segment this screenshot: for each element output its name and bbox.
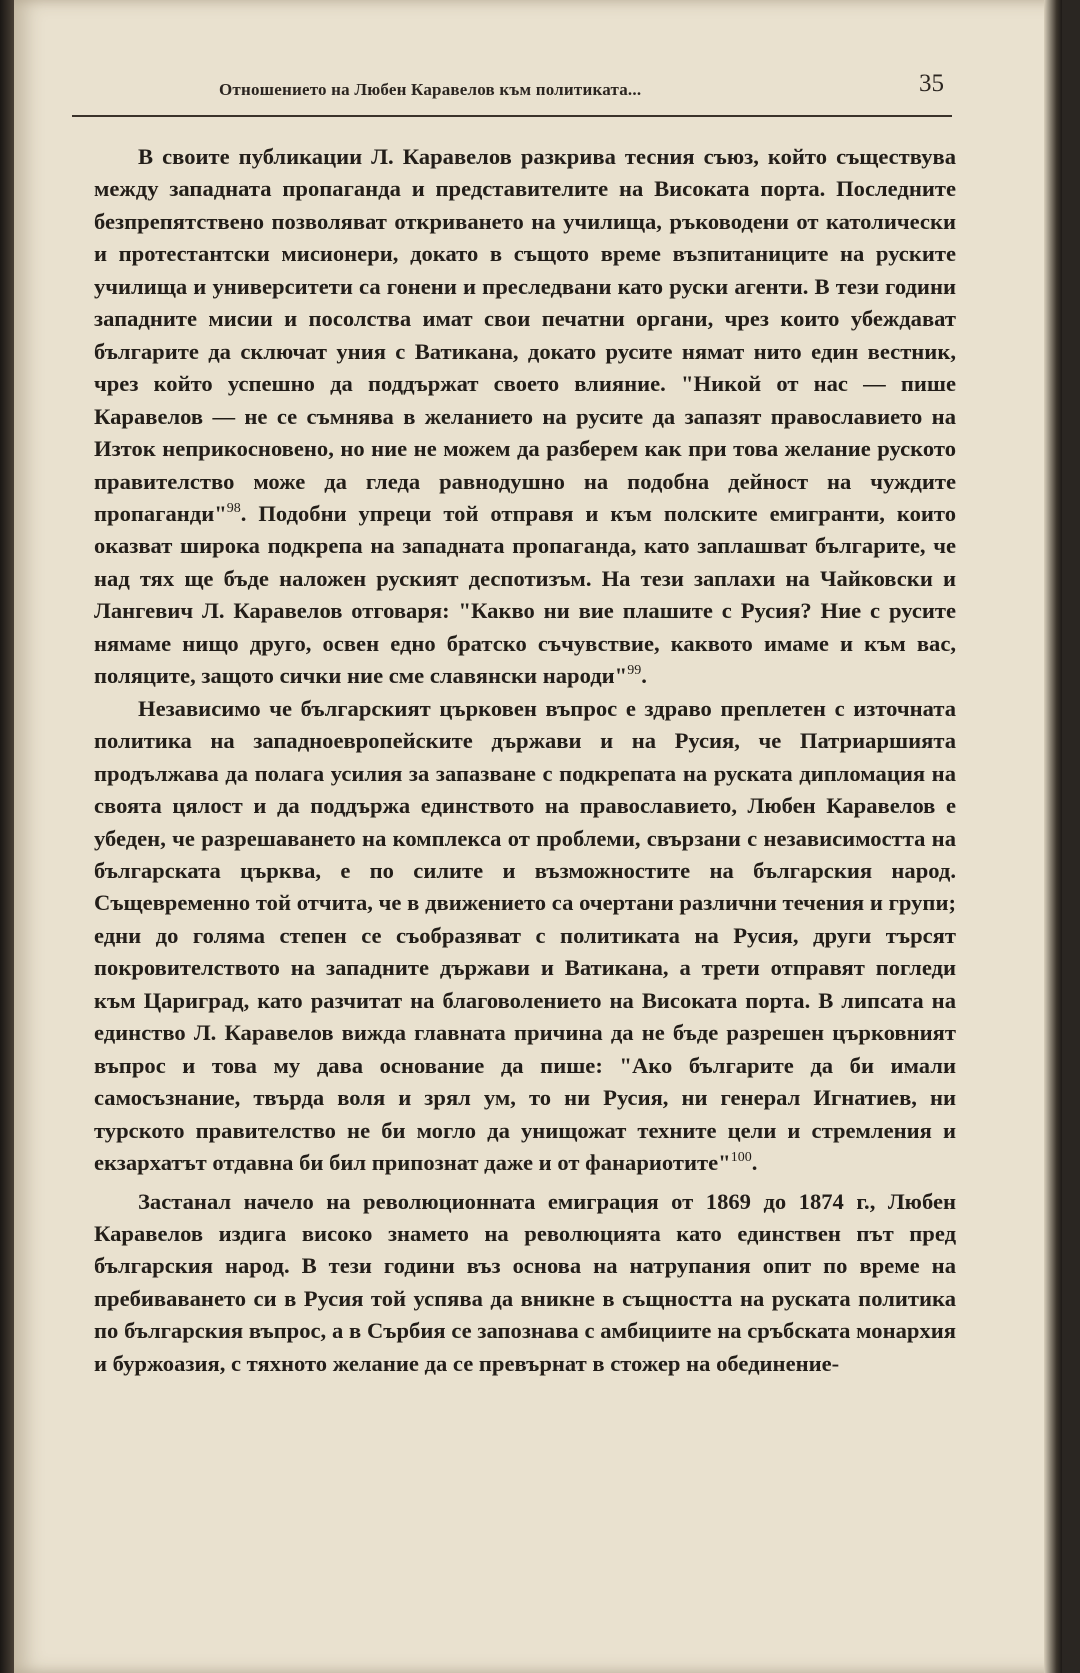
header-rule: [72, 115, 952, 117]
paragraph-2: [94, 693, 956, 1180]
paragraph-3: [94, 1186, 956, 1381]
footnote-ref-98: 98: [226, 500, 241, 516]
book-page: [14, 0, 1062, 1673]
footnote-ref-100: 100: [730, 1150, 752, 1166]
paragraph-3-text: Застанал начело на революционната емиграция от 1869 до 1874 г., Любен Каравелов издига високо знамето на революцията като единствен път пред българския народ. В тези години въз основа на натрупания опит по време на пребиваването си в Русия той успява да вникне в същността на руската политика по българския въпрос, а в Сърбия се запознава с амбициите на сръбската монархия и буржоазия, с тяхното желание да се превърнат в стожер на обединение-: [94, 1188, 956, 1376]
paragraph-1: [94, 141, 956, 693]
footnote-ref-99: 99: [627, 663, 642, 679]
paragraph-1-text-c: .: [641, 663, 647, 689]
running-title: Отношението на Любен Каравелов към политиката...: [219, 80, 642, 99]
body-text: [94, 141, 956, 1380]
paragraph-2-text-b: .: [751, 1150, 758, 1176]
book-spine-shadow: [0, 0, 14, 1673]
page-edge-shadow: [1044, 0, 1062, 1673]
paragraph-1-text-b: . Подобни упреци той отправя и към полските емигранти, които оказват широка подкрепа на западната пропаганда, като заплашват българите, че над тях ще бъде наложен руският деспотизъм. На тези заплахи на Чайковски и Лангевич Л. Каравелов отговаря: "Какво ни вие плашите с Русия? Ние с русите нямаме нищо друго, освен едно братско съчувствие, каквото имаме и към вас, поляците, защото сички ние сме славянски народи": [94, 500, 956, 689]
paragraph-2-text-a: Независимо че българският църковен въпрос е здраво преплетен с източната политика на западноевропейските държави и на Русия, че Патриаршията продължава да полага усилия за запазване с подкрепата на руската дипломация на своята цялост и да поддържа единството на православието, Любен Каравелов е убеден, че разрешаването на комплекса от проблеми, свързани с независимостта на българската църква, е по силите и възможностите на българския народ. Същевременно той отчита, че в движението са очертани различни течения и групи; едни до голяма степен се съобразяват с политиката на Русия, други търсят покровителството на западните държави и Ватикана, а трети отправят погледи към Цариград, като разчитат на благоволението на Високата порта. В липсата на единство Л. Каравелов вижда главната причина да не бъде разрешен църковният въпрос и това му дава основание да пише: "Ако българите да би имали самосъзнание, твърда воля и зрял ум, то ни Русия, ни генерал Игнатиев, ни турското правителство не би могло да унищожат техните цели и стремления и екзархатът отдавна би бил припознат даже и от фанариотите": [94, 695, 956, 1176]
paragraph-1-text-a: В своите публикации Л. Каравелов разкрива тесния съюз, който съществува между западната пропаганда и представителите на Високата порта. Последните безпрепятствено позволяват откриването на училища, ръководени от католически и протестантски мисионери, докато в същото време възпитаниците на руските училища и университети са гонени и преследвани като руски агенти. В тези години западните мисии и посолства имат свои печатни органи, чрез които убеждават българите да сключат уния с Ватикана, докато русите нямат нито един вестник, чрез който успешно да поддържат своето влияние. "Никой от нас — пише Каравелов — не се съмнява в желанието на русите да запазят православието на Изток неприкосновено, но ние не можем да разберем как при това желание руското правителство може да гледа равнодушно на подобна дейност на чуждите пропаганди": [94, 144, 956, 526]
page-number: 35: [919, 70, 944, 97]
